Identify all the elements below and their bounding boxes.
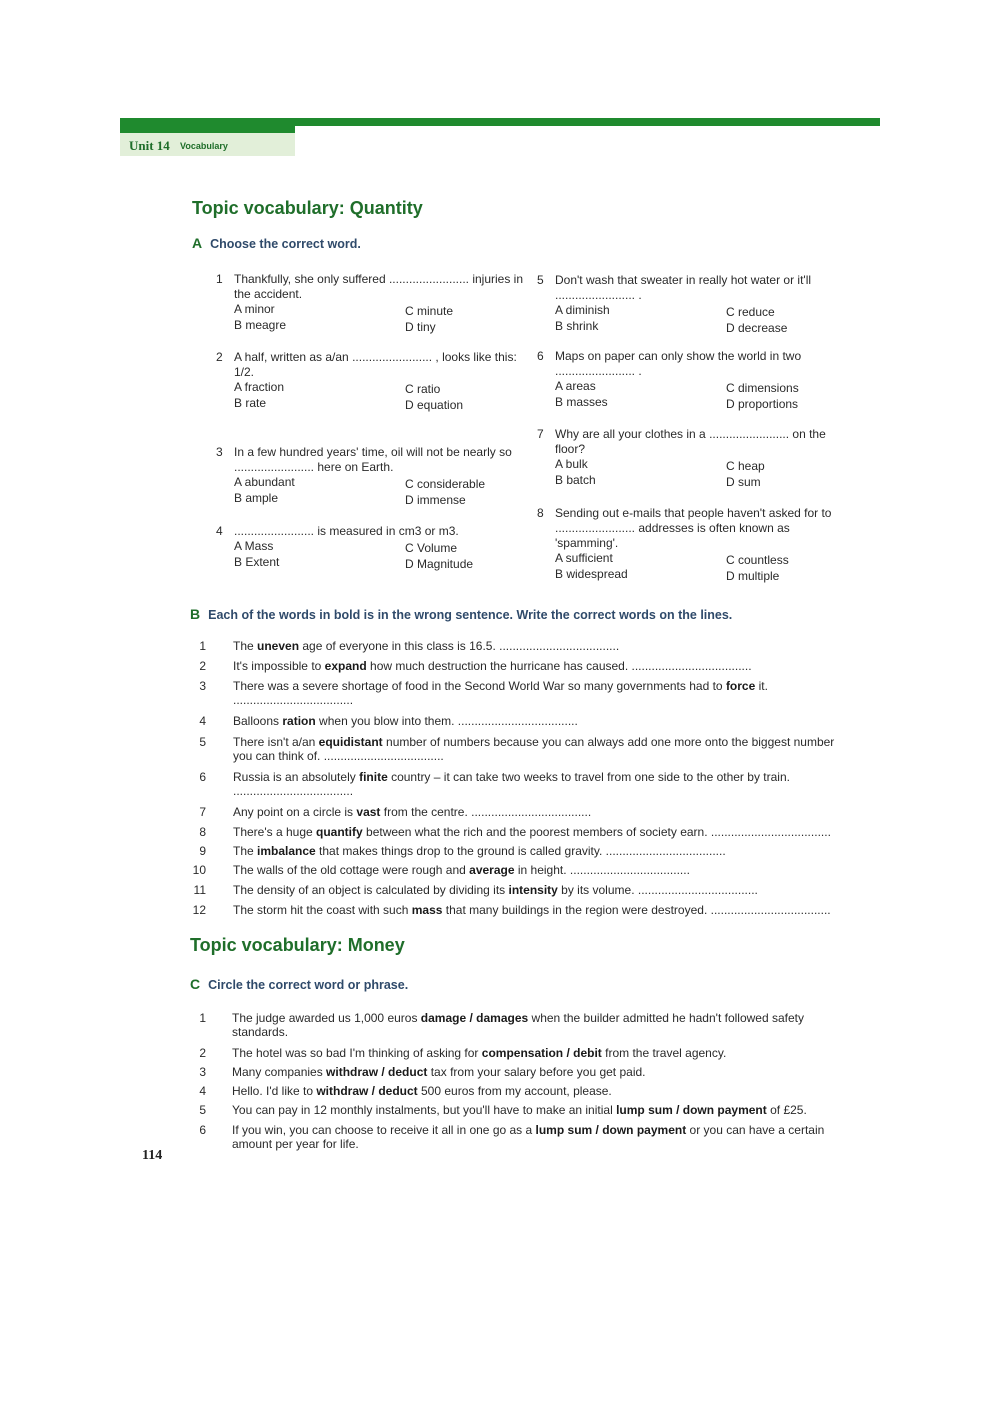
exercise-c-heading [190,976,408,992]
word-choice[interactable]: damage / damages [420,1011,529,1025]
question-a2: 2 A half, written as a/an ........................ , looks like this: 1/2. A fraction C ratio B rate D equation [216,350,517,412]
exercise-c-item-3: 3 Many companies withdraw / deduct tax from your salary before you get paid. [199,1065,646,1079]
topic-title-quantity: Topic vocabulary: Quantity [192,198,423,218]
exercise-b-item-10: 10 The walls of the old cottage were rough and average in height. .................................... [192,863,690,877]
page-number: 114 [142,1148,163,1163]
unit-label-box [120,126,295,156]
question-a6: 6 Maps on paper can only show the world in two ........................ . A areas C dimensions B masses D proportions [537,349,802,411]
question-a4: 4 ........................ is measured in cm3 or m3. A Mass C Volume B Extent D Magnitude [216,524,474,571]
exercise-instruction: Each of the words in bold is in the wrong sentence. Write the correct words on the lines. [208,608,733,622]
word-choice[interactable]: withdraw / deduct [326,1065,428,1079]
exercise-instruction: Circle the correct word or phrase. [208,978,409,992]
exercise-b-item-1: 1 The uneven age of everyone in this class is 16.5. .................................... [199,639,620,653]
exercise-b-item-6: 6 Russia is an absolutely finite country – it can take two weeks to travel from one side to the other by train. .................................... [199,770,790,798]
exercise-c-item-1: 1 The judge awarded us 1,000 euros damage / damages when the builder admitted he hadn't followed safety standards. [199,1011,804,1039]
exercise-letter: A [192,235,203,251]
word-choice[interactable]: lump sum / down payment [616,1103,767,1117]
exercise-letter: C [190,976,201,992]
exercise-c-item-2: 2 The hotel was so bad I'm thinking of asking for compensation / debit from the travel agency. [199,1046,727,1060]
exercise-b-item-12: 12 The storm hit the coast with such mass that many buildings in the region were destroyed. .................................... [192,903,831,917]
exercise-c-item-5: 5 You can pay in 12 monthly instalments, but you'll have to make an initial lump sum / down payment of £25. [199,1103,807,1117]
exercise-b-item-2: 2 It's impossible to expand how much destruction the hurricane has caused. .................................... [199,659,752,673]
exercise-c-item-6: 6 If you win, you can choose to receive it all in one go as a lump sum / down payment or you can have a certain amount per year for life. [199,1123,825,1151]
exercise-a-heading [192,235,361,251]
word-choice[interactable]: compensation / debit [481,1046,602,1060]
question-a3: 3 In a few hundred years' time, oil will not be nearly so ........................ here on Earth. A abundant C considerable B ample D immense [216,445,512,507]
exercise-instruction: Choose the correct word. [210,237,361,251]
exercise-b-item-9: 9 The imbalance that makes things drop to the ground is called gravity. .................................... [199,844,726,858]
exercise-b-item-5: 5 There isn't a/an equidistant number of numbers because you can always add one more onto the biggest number you can think of. .................................... [199,735,835,763]
exercise-b-item-11: 11 The density of an object is calculated by dividing its intensity by its volume. .................................... [193,883,758,897]
question-a8: 8 Sending out e-mails that people haven't asked for to ........................ addresses is often known as 'spamming'. A sufficient C countless B widespread D multiple [537,506,832,583]
unit-number: Unit 14 [129,138,170,153]
exercise-letter: B [190,606,201,622]
exercise-b-heading [190,606,732,622]
header-green-bar-left [120,126,295,133]
exercise-b-item-7: 7 Any point on a circle is vast from the centre. .................................... [199,805,592,819]
question-a5: 5 Don't wash that sweater in really hot water or it'll ........................ . A diminish C reduce B shrink D decrease [537,273,812,335]
header-green-bar [120,118,880,126]
exercise-b-item-3: 3 There was a severe shortage of food in the Second World War so many governments had to force it. .................................... [199,679,768,707]
topic-title-money: Topic vocabulary: Money [190,935,405,955]
exercise-b-item-8: 8 There's a huge quantify between what the rich and the poorest members of society earn. .................................... [199,825,831,839]
word-choice[interactable]: lump sum / down payment [535,1123,687,1137]
exercise-b-item-4: 4 Balloons ration when you blow into them. .................................... [199,714,578,728]
question-a1: 1 Thankfully, she only suffered ........................ injuries in the accident. A minor C minute B meagre D tiny [216,272,524,334]
question-a7: 7 Why are all your clothes in a ........................ on the floor? A bulk C heap B batch D sum [537,427,826,489]
exercise-c-item-4: 4 Hello. I'd like to withdraw / deduct 500 euros from my account, please. [199,1084,612,1098]
section-name: Vocabulary [180,141,228,151]
word-choice[interactable]: withdraw / deduct [316,1084,418,1098]
